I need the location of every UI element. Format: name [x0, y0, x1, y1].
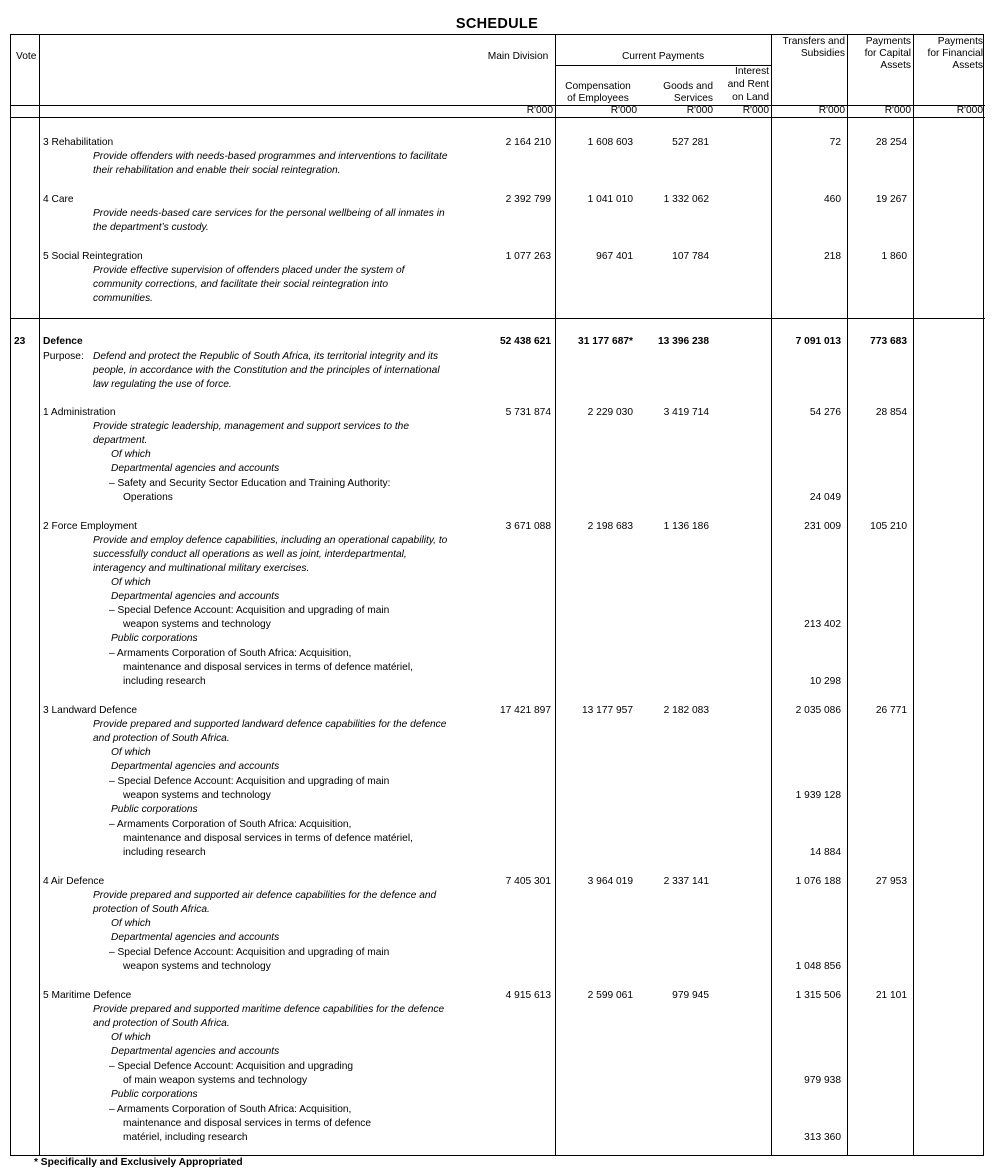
description-line: law regulating the use of force. [93, 379, 232, 390]
header-interest-1: Interest [735, 66, 769, 77]
description-line: interagency and multinational military exercises. [93, 563, 310, 574]
sub-item-line: including research [123, 676, 206, 687]
purpose-label: Purpose: [43, 351, 84, 362]
sub-item-line: – Special Defence Account: Acquisition and upgrading [109, 1061, 354, 1072]
transfers-sub-value: 313 360 [804, 1132, 841, 1143]
sub-item-line: Operations [123, 492, 173, 503]
capital-assets-value: 26 771 [875, 705, 907, 716]
header-compensation-2: of Employees [567, 93, 629, 104]
main-division-value: 5 731 874 [505, 407, 551, 418]
description-line: protection of South Africa. [93, 904, 210, 915]
capital-assets-value: 773 683 [870, 336, 907, 347]
sub-item-line: Departmental agencies and accounts [111, 1046, 280, 1057]
page-title: SCHEDULE [455, 16, 539, 32]
sub-item-line: – Armaments Corporation of South Africa: Acquisition, [109, 648, 352, 659]
description-line: Provide prepared and supported air defence capabilities for the defence and [93, 890, 437, 901]
description-line: Provide effective supervision of offenders placed under the system of [93, 265, 405, 276]
sub-item-line: – Safety and Security Sector Education and Training Authority: [109, 478, 391, 489]
sub-item-line: Public corporations [111, 1089, 198, 1100]
compensation-value: 2 229 030 [587, 407, 633, 418]
sub-item-line: weapon systems and technology [123, 961, 271, 972]
header-vote: Vote [16, 51, 37, 62]
main-division-value: 2 164 210 [505, 137, 551, 148]
sub-item-line: weapon systems and technology [123, 790, 271, 801]
transfers-sub-value: 213 402 [804, 619, 841, 630]
capital-assets-value: 19 267 [875, 194, 907, 205]
programme-label: 4 Air Defence [43, 876, 105, 887]
unit-capital: R'000 [884, 105, 911, 116]
sub-item-line: matériel, including research [123, 1132, 248, 1143]
goods-services-value: 3 419 714 [663, 407, 709, 418]
header-capital-2: for Capital [864, 48, 911, 59]
goods-services-value: 979 945 [672, 990, 709, 1001]
header-financial-3: Assets [952, 60, 983, 71]
transfers-value: 2 035 086 [795, 705, 841, 716]
transfers-value: 231 009 [804, 521, 841, 532]
header-financial-2: for Financial [927, 48, 983, 59]
footnote: * Specifically and Exclusively Appropriated [34, 1157, 243, 1168]
header-goods-1: Goods and [663, 81, 713, 92]
description-line: community corrections, and facilitate their social reintegration into [93, 279, 389, 290]
sub-item-line: Public corporations [111, 633, 198, 644]
programme-label: 5 Social Reintegration [43, 251, 143, 262]
transfers-value: 218 [824, 251, 841, 262]
description-line: Provide strategic leadership, management and support services to the [93, 421, 409, 432]
header-interest-2: and Rent [727, 79, 769, 90]
capital-assets-value: 28 854 [875, 407, 907, 418]
sub-item-line: of main weapon systems and technology [123, 1075, 308, 1086]
compensation-value: 1 608 603 [587, 137, 633, 148]
sub-item-line: Departmental agencies and accounts [111, 761, 280, 772]
col-divider [39, 35, 40, 1155]
compensation-value: 3 964 019 [587, 876, 633, 887]
description-line: and protection of South Africa. [93, 1018, 230, 1029]
description-line: people, in accordance with the Constitution and the principles of international [93, 365, 440, 376]
compensation-value: 2 198 683 [587, 521, 633, 532]
sub-item-line: maintenance and disposal services in terms of defence matériel, [123, 662, 413, 673]
schedule-table [10, 34, 984, 1156]
programme-label: Defence [43, 336, 83, 347]
goods-services-value: 1 136 186 [663, 521, 709, 532]
main-division-value: 2 392 799 [505, 194, 551, 205]
capital-assets-value: 105 210 [870, 521, 907, 532]
transfers-value: 1 315 506 [795, 990, 841, 1001]
unit-goods: R'000 [686, 105, 713, 116]
goods-services-value: 2 337 141 [663, 876, 709, 887]
header-current-payments: Current Payments [621, 51, 705, 62]
header-compensation-1: Compensation [565, 81, 631, 92]
header-transfers-2: Subsidies [800, 48, 845, 59]
goods-services-value: 527 281 [672, 137, 709, 148]
sub-item-line: including research [123, 847, 206, 858]
capital-assets-value: 27 953 [875, 876, 907, 887]
description-line: the department’s custody. [93, 222, 209, 233]
sub-item-line: Departmental agencies and accounts [111, 463, 280, 474]
description-line: Provide prepared and supported maritime defence capabilities for the defence [93, 1004, 445, 1015]
goods-services-value: 2 182 083 [663, 705, 709, 716]
sub-item-line: maintenance and disposal services in terms of defence [123, 1118, 372, 1129]
compensation-value: 31 177 687* [578, 336, 633, 347]
unit-transfers: R'000 [818, 105, 845, 116]
transfers-value: 460 [824, 194, 841, 205]
header-capital-3: Assets [880, 60, 911, 71]
main-division-value: 52 438 621 [500, 336, 551, 347]
programme-label: 2 Force Employment [43, 521, 137, 532]
programme-label: 3 Landward Defence [43, 705, 138, 716]
goods-services-value: 1 332 062 [663, 194, 709, 205]
header-goods-2: Services [673, 93, 713, 104]
description-line: their rehabilitation and enable their social reintegration. [93, 165, 341, 176]
sub-item-line: maintenance and disposal services in terms of defence matériel, [123, 833, 413, 844]
goods-services-value: 13 396 238 [658, 336, 709, 347]
unit-main: R'000 [526, 105, 553, 116]
sub-item-line: Of which [111, 577, 151, 588]
transfers-value: 54 276 [809, 407, 841, 418]
main-division-value: 1 077 263 [505, 251, 551, 262]
programme-label: 5 Maritime Defence [43, 990, 132, 1001]
header-main-division: Main Division [487, 51, 549, 62]
sub-item-line: weapon systems and technology [123, 619, 271, 630]
sub-item-line: – Special Defence Account: Acquisition and upgrading of main [109, 947, 390, 958]
header-transfers-1: Transfers and [782, 36, 845, 47]
main-division-value: 17 421 897 [500, 705, 551, 716]
description-line: Provide needs-based care services for the personal wellbeing of all inmates in [93, 208, 445, 219]
sub-item-line: Of which [111, 747, 151, 758]
description-line: Provide offenders with needs-based programmes and interventions to facilitate [93, 151, 448, 162]
main-division-value: 4 915 613 [505, 990, 551, 1001]
description-line: successfully conduct all operations as well as joint, interdepartmental, [93, 549, 407, 560]
transfers-sub-value: 14 884 [809, 847, 841, 858]
header-divider [555, 35, 556, 105]
transfers-sub-value: 10 298 [809, 676, 841, 687]
section-separator [11, 318, 985, 319]
programme-label: 1 Administration [43, 407, 116, 418]
sub-item-line: Of which [111, 1032, 151, 1043]
sub-item-line: Of which [111, 918, 151, 929]
sub-item-line: – Special Defence Account: Acquisition and upgrading of main [109, 776, 390, 787]
transfers-value: 72 [829, 137, 841, 148]
header-capital-1: Payments [865, 36, 911, 47]
description-line: Provide prepared and supported landward defence capabilities for the defence [93, 719, 447, 730]
compensation-value: 967 401 [596, 251, 633, 262]
sub-item-line: Departmental agencies and accounts [111, 591, 280, 602]
sub-item-line: Departmental agencies and accounts [111, 932, 280, 943]
unit-comp: R'000 [610, 105, 637, 116]
col-divider [555, 35, 556, 1155]
goods-services-value: 107 784 [672, 251, 709, 262]
description-line: and protection of South Africa. [93, 733, 230, 744]
capital-assets-value: 21 101 [875, 990, 907, 1001]
transfers-value: 1 076 188 [795, 876, 841, 887]
capital-assets-value: 28 254 [875, 137, 907, 148]
sub-item-line: – Armaments Corporation of South Africa: Acquisition, [109, 819, 352, 830]
compensation-value: 2 599 061 [587, 990, 633, 1001]
description-line: department. [93, 435, 148, 446]
programme-label: 3 Rehabilitation [43, 137, 114, 148]
transfers-sub-value: 979 938 [804, 1075, 841, 1086]
col-divider [913, 35, 914, 1155]
header-interest-3: on Land [732, 92, 769, 103]
compensation-value: 1 041 010 [587, 194, 633, 205]
capital-assets-value: 1 860 [881, 251, 907, 262]
main-division-value: 7 405 301 [505, 876, 551, 887]
transfers-value: 7 091 013 [795, 336, 841, 347]
unit-interest: R'000 [742, 105, 769, 116]
compensation-value: 13 177 957 [582, 705, 633, 716]
purpose-text: Defend and protect the Republic of South Africa, its territorial integrity and its [93, 351, 439, 362]
description-line: communities. [93, 293, 154, 304]
description-line: Provide and employ defence capabilities, including an operational capability, to [93, 535, 448, 546]
unit-financial: R'000 [956, 105, 983, 116]
sub-item-line: – Special Defence Account: Acquisition and upgrading of main [109, 605, 390, 616]
main-division-value: 3 671 088 [505, 521, 551, 532]
sub-item-line: – Armaments Corporation of South Africa: Acquisition, [109, 1104, 352, 1115]
header-line [11, 117, 985, 118]
sub-item-line: Of which [111, 449, 151, 460]
programme-label: 4 Care [43, 194, 74, 205]
vote-number: 23 [14, 336, 26, 347]
header-financial-1: Payments [937, 36, 983, 47]
transfers-sub-value: 1 048 856 [795, 961, 841, 972]
sub-item-line: Public corporations [111, 804, 198, 815]
transfers-sub-value: 24 049 [809, 492, 841, 503]
transfers-sub-value: 1 939 128 [795, 790, 841, 801]
